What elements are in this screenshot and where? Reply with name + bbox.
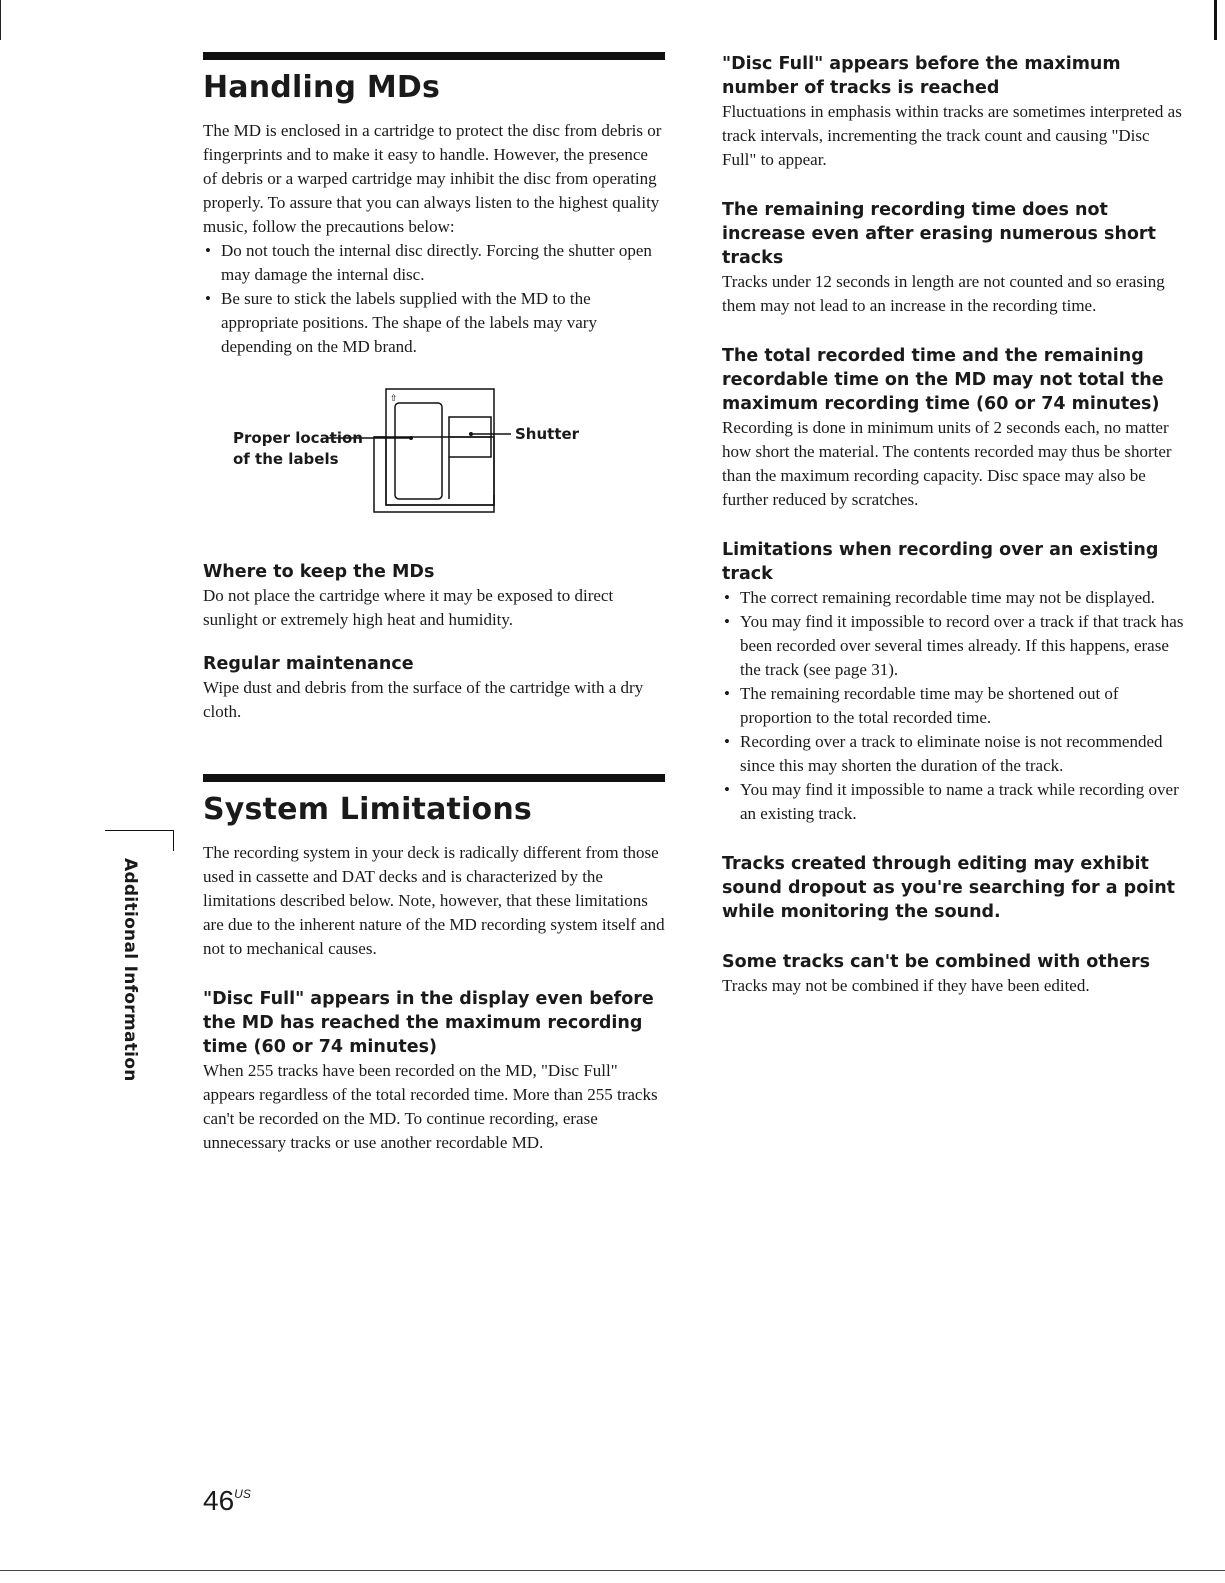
side-tab-label: Additional Information (120, 858, 140, 1082)
section-title-system: System Limitations (203, 792, 532, 827)
list-item: • Be sure to stick the labels supplied with the MD to the appropriate positions. The shape of the labels may vary depending on the MD brand. (203, 287, 665, 359)
list-item: • You may find it impossible to record over a track if that track has been recorded over several times already. If this happens, erase the track (see page 31). (722, 610, 1187, 682)
handling-bullets (203, 239, 665, 359)
total-time-text: Recording is done in minimum units of 2 seconds each, no matter how short the material. The contents recorded may thus be shorter than the maximum recording capacity. Disc space may also be further reduced by scratches. (722, 418, 1172, 509)
side-tab-marker (105, 830, 174, 851)
md-label-diagram (203, 387, 665, 532)
subheading-combine: Some tracks can't be combined with others (722, 952, 1151, 972)
combine-text: Tracks may not be combined if they have been edited. (722, 976, 1090, 995)
page-number (203, 1485, 251, 1517)
list-item: • The correct remaining recordable time may not be displayed. (722, 586, 1187, 610)
left-column (203, 52, 665, 1155)
label-line: Proper location (233, 429, 363, 447)
section-rule (203, 774, 665, 782)
arrow-icon: ⇧ (390, 394, 398, 404)
subheading-keep: Where to keep the MDs (203, 562, 435, 582)
page-number-value: 46 (203, 1485, 235, 1516)
keep-text: Do not place the cartridge where it may be exposed to direct sunlight or extremely high heat and humidity. (203, 586, 614, 629)
label-line: of the labels (233, 450, 339, 468)
disc-full-text: When 255 tracks have been recorded on the MD, "Disc Full" appears regardless of the total recorded time. More than 255 tracks can't be recorded on the MD. To continue recording, erase unnecessary tracks or use another recordable MD. (203, 1061, 658, 1152)
page-number-suffix: US (234, 1487, 251, 1501)
list-item: • You may find it impossible to name a track while recording over an existing track. (722, 778, 1187, 826)
recording-over-bullets (722, 586, 1187, 826)
subheading-remaining-time: The remaining recording time does not increase even after erasing numerous short tracks (722, 200, 1156, 268)
pointer-dot (469, 432, 473, 436)
shutter-label: Shutter (515, 425, 580, 443)
scan-edge-left (0, 0, 4, 1583)
handling-intro: The MD is enclosed in a cartridge to protect the disc from debris or fingerprints and to make it easy to handle. However, the presence of debris or a warped cartridge may inhibit the disc from operating properly. To assure that you can always listen to the highest quality music, follow the precautions below: (203, 121, 662, 236)
remaining-time-text: Tracks under 12 seconds in length are not counted and so erasing them may not lead to an increase in the recording time. (722, 272, 1165, 315)
section-title-handling: Handling MDs (203, 70, 441, 105)
subheading-editing-dropout: Tracks created through editing may exhibit sound dropout as you're searching for a point while monitoring the sound. (722, 854, 1176, 922)
list-item: • Recording over a track to eliminate noise is not recommended since this may shorten the duration of the track. (722, 730, 1187, 778)
side-tab (120, 858, 150, 1083)
right-column (722, 52, 1187, 998)
proper-location-label (233, 428, 363, 470)
subheading-disc-full: "Disc Full" appears in the display even before the MD has reached the maximum recording time (60 or 74 minutes) (203, 989, 654, 1057)
section-rule (203, 52, 665, 60)
subheading-maintenance: Regular maintenance (203, 654, 414, 674)
list-item: • The remaining recordable time may be shortened out of proportion to the total recorded time. (722, 682, 1187, 730)
subheading-disc-full-tracks: "Disc Full" appears before the maximum number of tracks is reached (722, 54, 1121, 98)
scan-bottom-edge (0, 1570, 1225, 1571)
scan-edge-right (1214, 0, 1217, 40)
list-item: • Do not touch the internal disc directly. Forcing the shutter open may damage the internal disc. (203, 239, 665, 287)
pointer-dot (409, 436, 413, 440)
subheading-recording-over: Limitations when recording over an existing track (722, 540, 1159, 584)
disc-full-tracks-text: Fluctuations in emphasis within tracks are sometimes interpreted as track intervals, incrementing the track count and causing "Disc Full" to appear. (722, 102, 1182, 169)
subheading-total-time: The total recorded time and the remaining recordable time on the MD may not total the maximum recording time (60 or 74 minutes) (722, 346, 1164, 414)
maintenance-text: Wipe dust and debris from the surface of the cartridge with a dry cloth. (203, 678, 644, 721)
system-intro: The recording system in your deck is radically different from those used in cassette and DAT decks and is characterized by the limitations described below. Note, however, that these limitations are due to the inherent nature of the MD recording system itself and not to mechanical causes. (203, 843, 665, 958)
